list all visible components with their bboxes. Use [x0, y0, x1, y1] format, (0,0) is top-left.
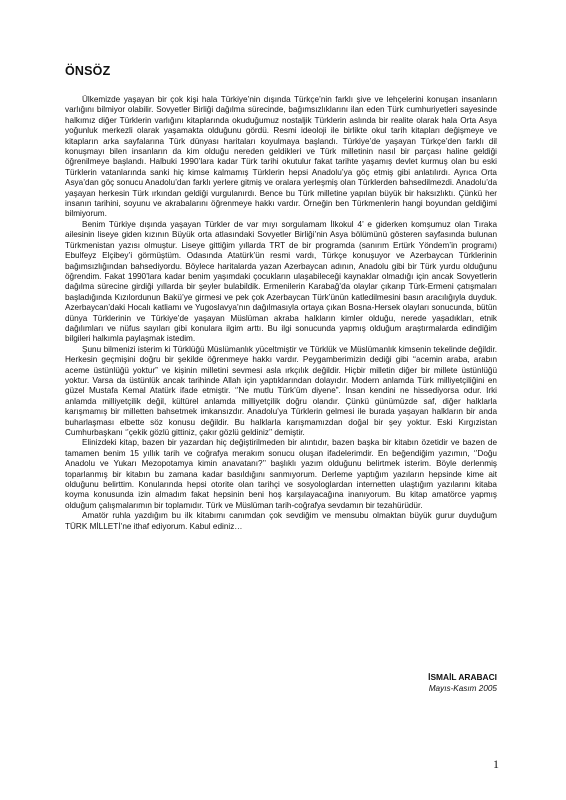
paragraph: Amatör ruhla yazdığım bu ilk kitabımı canımdan çok sevdiğim ve mensubu olmaktan büyük gurur duyduğum TÜRK MİLLETİ’ne ithaf ediyorum. Kabul ediniz…: [65, 511, 497, 531]
page-title: ÖNSÖZ: [65, 64, 111, 78]
paragraph: Ülkemizde yaşayan bir çok kişi hala Türkiye’nin dışında Türkçe’nin farklı şive ve lehçelerini konuşan insanların varlığını bilmiyor olabilir. Sovyetler Birliği dağılma sürecinde, bağımsızlıklarını ilan eden Türk cumhuriyetleri sayesinde halkımız diğer Türklerin varlığını kitaplarında okuduğumuz nostaljik Türklerin aslında bir realite olarak hala Orta Asya yoğunluk merkezli olarak yaşamakta olduğunu gördü. Resmi ideoloji ile birlikte okul tarih kitapları değişmeye ve kitapların arka sayfalarına Türk dünyası haritaları koyulmaya başlandı. Türkiye’de yaşayan Türkçe’den farklı dil konuşmayı bilen insanların da kim olduğu nereden geldikleri ve Türk milletinin nasıl bir parçası haline geldiği öğrenilmeye başlandı. Halbuki 1990’lara kadar Türk tarihi okutulur fakat tarihte yaşamış devlet kurmuş olan bu eski Türklerin vatanlarında sanki hiç kimse kalmamış Türklerin hepsi Anadolu’ya göç etmiş gibi anlatılırdı. Ayrıca Orta Asya’dan göç sonucu Anadolu’dan farklı yerlere gitmiş ve oralara yerleşmiş olan Türklerden bahsedilmezdi. Anadolu’da yaşayan herkesin Türk ırkından geldiği vurgulanırdı. Bence bu Türk milletine yapılan büyük bir haksızlıktı. Çünkü her insanın tarihini, soyunu ve akrabalarını öğrenmeye hakkı vardır. Örneğin ben Türkmenlerin hangi boyundan geldiğimi bilmiyorum.: [65, 95, 497, 219]
signature-block: [428, 672, 497, 694]
preface-body: [65, 95, 497, 532]
page-number: 1: [493, 757, 499, 771]
signature-date: Mayıs-Kasım 2005: [428, 684, 497, 693]
author-name: İSMAİL ARABACI: [428, 672, 497, 682]
paragraph: Şunu bilmenizi isterim ki Türklüğü Müslümanlık yüceltmiştir ve Türklük ve Müslümanlık kimsenin tekelinde değildir. Herkesin geçmişini doğru bir şekilde öğrenmeye hakkı vardır. Peygamberimizin dediği gibi ‘‘acemin araba, arabın aceme üstünlüğü yoktur” ve kişinin milletini sevmesi asla ırkçılık değildir. Hiçbir milletin diğer bir millete üstünlüğü yoktur. Varsa da üstünlük ancak tarihinde Allah için yaptıklarından dolayıdır. Modern anlamda Türk milliyetçiliğini en güzel Mustafa Kemal Atatürk ifade etmiştir. ‘’Ne mutlu Türk’üm diyene”. İnsan kendini ne hissediyorsa odur. Irki anlamda milliyetçilik değil, kültürel anlamda milliyetçilik doğru olandır. Çünkü günümüzde saf, diğer halklarla karışmamış bir milletten bahsetmek imkansızdır. Anadolu’ya Türklerin gelmesi ile burada yaşayan halkların bir anda buharlaşması elbette söz konusu değildir. Bu halklarla karışmamızdan doğal bir şey yoktur. Eski Kırgızistan Cumhurbaşkanı ‘’çekik gözlü gittiniz, çakır gözlü geldiniz’’ demiştir.: [65, 344, 497, 437]
paragraph: Elinizdeki kitap, bazen bir yazardan hiç değiştirilmeden bir alıntıdır, bazen başka bir kitabın özetidir ve bazen de tamamen benim 15 yıllık tarih ve coğrafya merakım sonucu oluşan ifadelerimdir. En beğendiğim yazımın, ‘’Doğu Anadolu ve Yukarı Mezopotamya kimin anavatanı?’’ başlıklı yazım olduğunu belirtmek isterim. Böyle derlenmiş toparlanmış bir kitabın bu zamana kadar basıldığını sanmıyorum. Derleme yaptığım yazıların hepsinde kime ait olduğunu belirttim. Konularında hepsi otorite olan tarihçi ve sosyologlardan internetten ulaştığım yazılarını kitaba koyma konusunda izin almadım fakat hepsinin beni hoş karşılayacağına inanıyorum. Bu kitap amatörce yapmış olduğum çalışmalarımın bir toplamıdır. Türk ve Müslüman tarih-coğrafya sevdamın bir tezahürüdür.: [65, 438, 497, 510]
paragraph: Benim Türkiye dışında yaşayan Türkler de var mıyı sorgulamam İlkokul 4’ e giderken komşumuz olan Tıraka ailesinin liseye giden kızının Büyük orta atlasındaki Sovyetler Birliği’nin Asya bölümünü gösteren sayfasında bulunan Türkmenistan yazısı olmuştur. Liseye gittiğim yıllarda TRT de bir programda (sanırım Ertürk Yöndem’in programı) Ebulfeyz Elçibey’i görmüştüm. Odasında Atatürk’ün resmi vardı, Türkçe konuşuyor ve Azerbaycan Türklerinin bağımsızlığından bahsediyordu. Böylece haritalarda yazan Azerbaycan adının, Anadolu gibi bir Türk yurdu olduğunu öğrendim. Fakat 1990’lara kadar benim yaşımdaki çocukların ulaşabileceği kaynaklar olmadığı için ancak Sovyetlerin dağılma sürecine girdiği yıllarda bir şeyler bulabildik. Ermenilerin Karabağ’da olaylar çıkarıp Türk-Ermeni çatışmaları başladığında Kızılordunun Bakü’ye girmesi ve pek çok Azerbaycan Türk’ünün katledilmesini basın aracılığıyla duyduk. Azerbaycan’daki Hocalı katliamı ve Yugoslavya’nın dağılmasıyla ortaya çıkan Bosna-Hersek olayları sonucunda, bütün dünya Türklerinin ve Türkiye’de yaşayan Müslüman akraba halkların kimler olduğu, nerede yaşadıkları, etnik dağılımları ve nüfus sayıları gibi konulara ilgim arttı. Bu ilgi sonucunda yapmış olduğum araştırmalarda edindiğim bilgileri halkımla paylaşmak istedim.: [65, 219, 497, 344]
